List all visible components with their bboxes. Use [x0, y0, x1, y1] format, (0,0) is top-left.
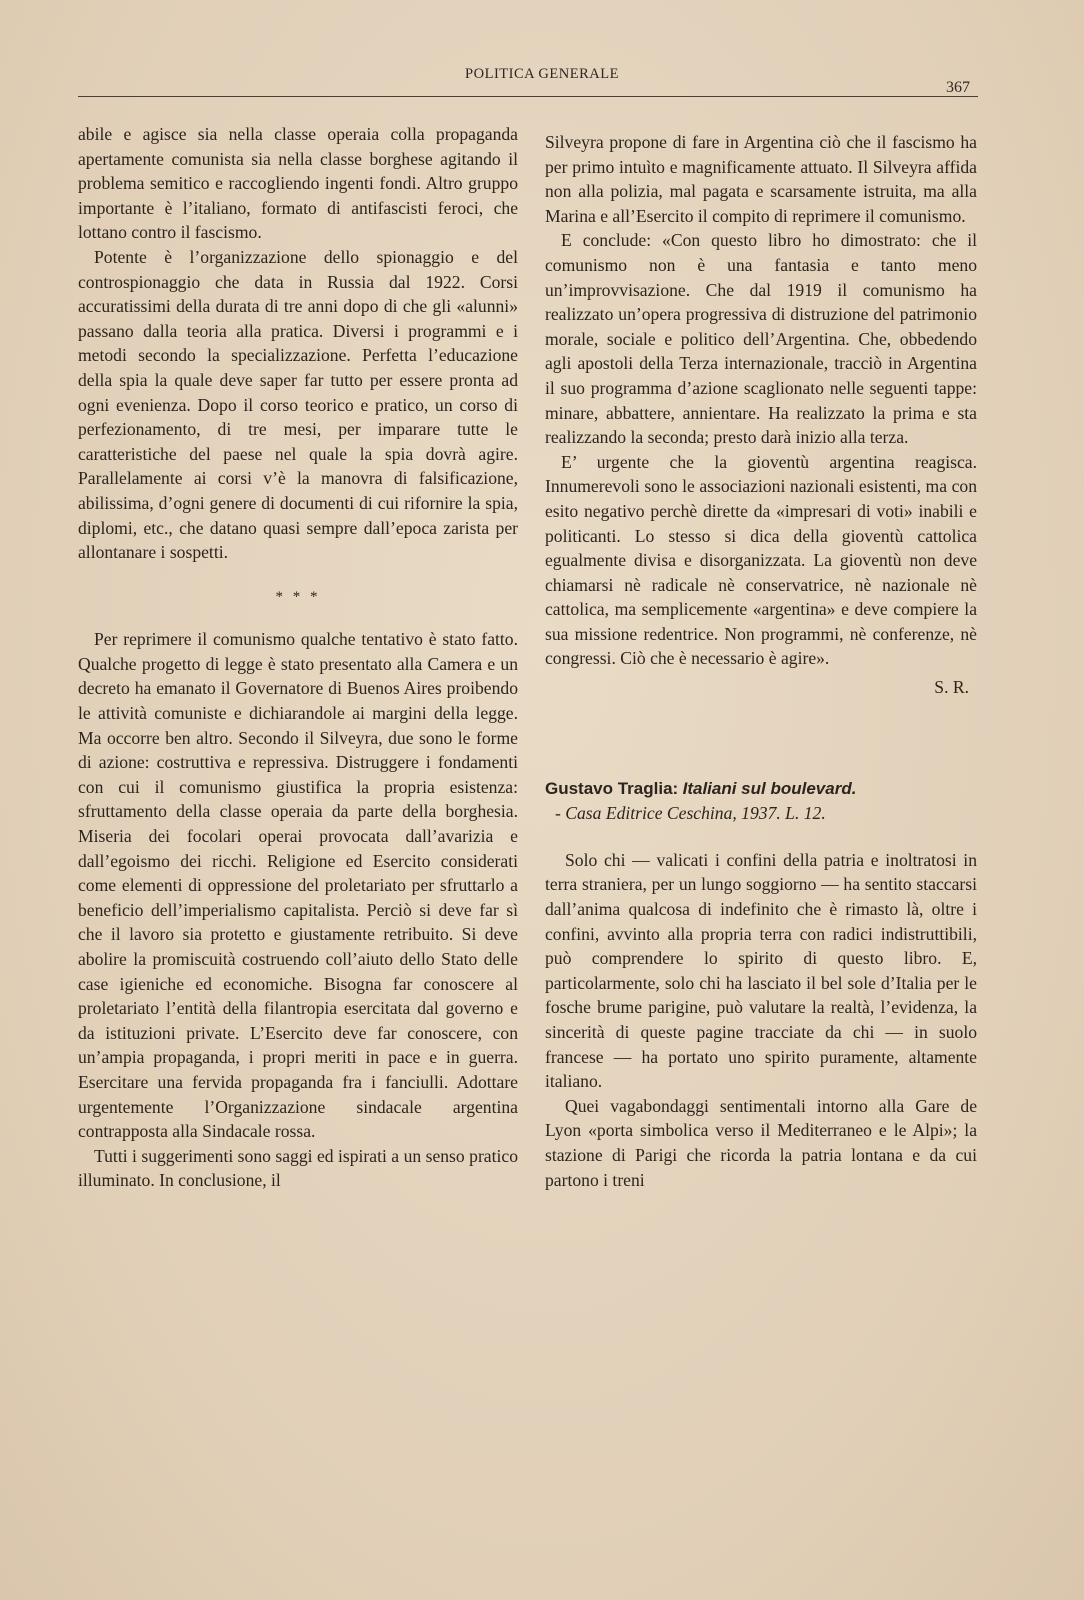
paragraph: abile e agisce sia nella classe operaia colla propaganda apertamente comunista sia nella classe borghese agitando il problema semitico e raccogliendo ingenti fondi. Altro gruppo importante è l’italiano, formato di antifascisti feroci, che lottano contro il fascismo. — [78, 124, 518, 243]
left-column — [78, 122, 518, 1193]
paragraph: E conclude: «Con questo libro ho dimostrato: che il comunismo non è una fantasia e tanto meno un’improvvisazione. Che dal 1919 il comunismo ha realizzato un’opera progressiva di distruzione del patrimonio morale, sociale e politico dell’Argentina. Che, obbedendo agli apostoli della Terza internazionale, tracciò in Argentina il suo programma d’azione scaglionato nelle seguenti tappe: minare, abbattere, annientare. Ha realizzato la prima e sta realizzando la seconda; presto darà inizio alla terza. — [545, 230, 977, 448]
right-column — [545, 130, 977, 1192]
paragraph: E’ urgente che la gioventù argentina reagisca. Innumerevoli sono le associazioni nazionali esistenti, ma con esito negativo perchè dirette da «impresari di voti» inabili e politicanti. Lo stesso si dica della gioventù cattolica egualmente divisa e disorganizzata. La gioventù non deve chiamarsi nè radicale nè conservatrice, nè nazionale nè cattolica, ma semplicemente «argentina» e deve compiere la sua missione redentrice. Non programmi, nè conferenze, nè congressi. Ciò che è necessario è agire». — [545, 451, 977, 669]
review-heading — [545, 776, 977, 826]
header-rule — [78, 96, 978, 97]
running-header: POLITICA GENERALE — [465, 66, 619, 82]
review-book-title: Italiani sul boulevard. — [682, 778, 857, 798]
page-number: 367 — [946, 79, 970, 96]
paragraph: Solo chi — valicati i confini della patria e inoltratosi in terra straniera, per un lungo soggiorno — ha sentito staccarsi dall’anima qualcosa di indefinito che è rimasto là, oltre i confini, avvinto alla propria terra con radici indistruttibili, può comprendere lo spirito di questo libro. E, particolarmente, solo chi ha lasciato il bel sole d’Italia per le fosche brume parigine, può valutare la realtà, l’evidenza, la sincerità di queste pagine tracciate da chi — in suolo francese — ha portato uno spirito puramente, altamente italiano. — [545, 849, 977, 1092]
paragraph: Per reprimere il comunismo qualche tentativo è stato fatto. Qualche progetto di legge è stato presentato alla Camera e un decreto ha emanato il Governatore di Buenos Aires proibendo le attività comuniste e dichiarandole ai margini della legge. Ma occorre ben altro. Secondo il Silveyra, due sono le forme di azione: costruttiva e repressiva. Distruggere i fondamenti con cui il comunismo giustifica la propria esistenza: sfruttamento della classe operaia da parte della borghesia. Miseria dei focolari operai provocata dall’avarizia e dall’egoismo dei ricchi. Religione ed Esercito considerati come elementi di oppressione del proletariato per sfruttarlo a beneficio dell’imperialismo capitalista. Perciò si deve far sì che il lavoro sia protetto e giustamente retribuito. Si deve abolire la promiscuità costruendo coll’aiuto dello Stato delle case igieniche ed economiche. Bisogna far conoscere al proletariato l’entità della filantropia esercitata dal governo e da istituzioni private. L’Esercito deve far conoscere, con un’ampia propaganda, i propri meriti in pace e in guerra. Esercitare una fervida propaganda fra i fanciulli. Adottare urgentemente l’Organizzazione sindacale argentina contrapposta alla Sindacale rossa. — [78, 629, 518, 1142]
paragraph: Tutti i suggerimenti sono saggi ed ispirati a un senso pratico illuminato. In conclusione, il — [78, 1145, 518, 1191]
signature: S. R. — [934, 677, 969, 698]
paragraph: Silveyra propone di fare in Argentina ciò che il fascismo ha per primo intuìto e magnificamente attuato. Il Silveyra affida non alla polizia, mal pagata e scarsamente istruita, ma alla Marina e all’Esercito il compito di reprimere il comunismo. — [545, 132, 977, 226]
paragraph: Potente è l’organizzazione dello spionaggio e del controspionaggio che data in Russia dal 1922. Corsi accuratissimi della durata di tre anni dopo di che gli «alunni» passano dalla teoria alla pratica. Diversi i programmi e i metodi secondo la specializzazione. Perfetta l’educazione della spia la quale deve saper far tutto per essere pronta ad ogni evenienza. Dopo il corso teorico e pratico, un corso di perfezionamento, di tre mesi, per imparare tutte le caratteristiche del paese nel quale la spia dovrà agire. Parallelamente ai corsi v’è la manovra di falsificazione, abilissima, d’ogni genere di documenti di cui rifornire la spia, diplomi, etc., che datano quasi sempre dall’epoca zarista per allontanare i sospetti. — [78, 246, 518, 563]
review-author: Gustavo Traglia: — [545, 778, 679, 798]
review-body — [545, 848, 977, 1192]
review-publication: - Casa Editrice Ceschina, 1937. L. 12. — [555, 803, 826, 824]
section-separator: * * * — [275, 588, 321, 605]
paragraph: Quei vagabondaggi sentimentali intorno alla Gare de Lyon «porta simbolica verso il Mediterraneo e le Alpi»; la stazione di Parigi che ricorda la patria lontana e da cui partono i treni — [545, 1095, 977, 1190]
